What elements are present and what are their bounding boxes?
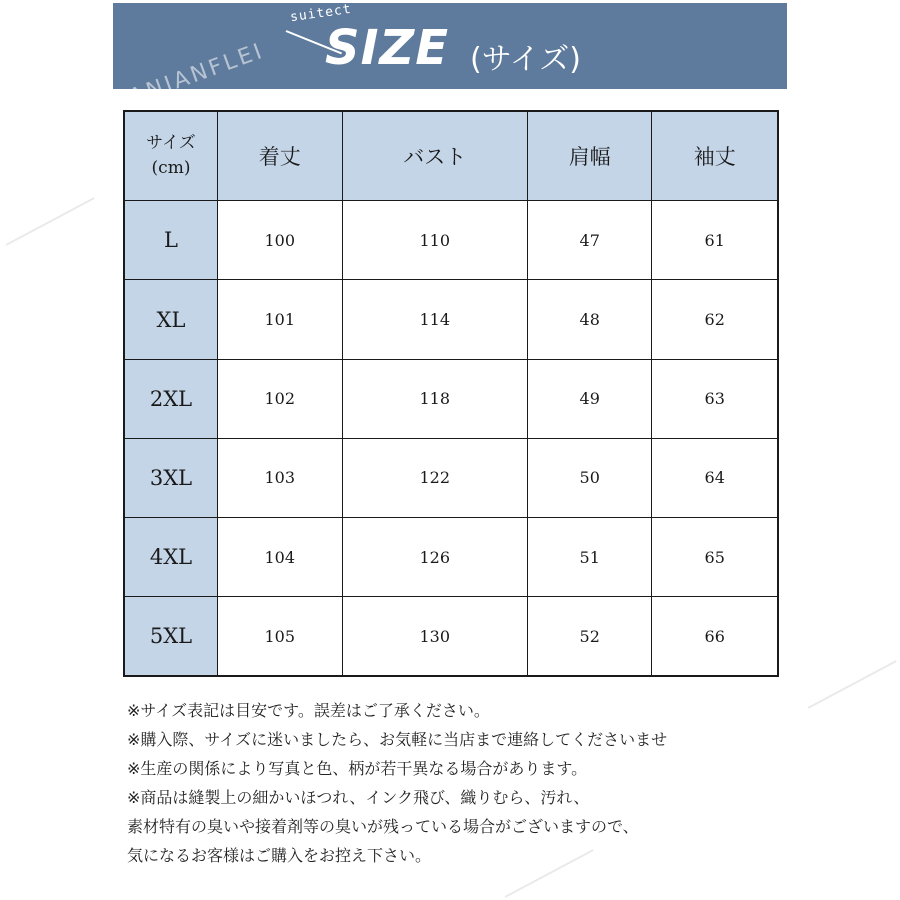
note-line: 気になるお客様はご購入をお控え下さい。 <box>127 846 432 865</box>
table-cell: 64 <box>652 438 778 517</box>
row-size-label: XL <box>124 280 218 359</box>
table-cell: 52 <box>527 597 652 676</box>
table-cell: 62 <box>652 280 778 359</box>
row-size-label: 2XL <box>124 359 218 438</box>
size-chart-table <box>123 110 779 677</box>
note-line: ※サイズ表記は目安です。誤差はご了承ください。 <box>127 701 490 720</box>
note-line: ※購入際、サイズに迷いましたら、お気軽に当店まで連絡してくださいませ <box>127 730 668 749</box>
column-header: 肩幅 <box>527 111 652 201</box>
watermark: ANIANFLEI <box>126 38 268 111</box>
table-cell: 114 <box>342 280 527 359</box>
table-cell: 102 <box>218 359 343 438</box>
table-row <box>124 280 778 359</box>
table-cell: 51 <box>527 518 652 597</box>
row-size-label: L <box>124 201 218 280</box>
table-corner-cell <box>124 111 218 201</box>
size-title: SIZE <box>325 20 450 76</box>
table-cell: 50 <box>527 438 652 517</box>
size-subtitle: (サイズ) <box>470 42 582 77</box>
table-cell: 100 <box>218 201 343 280</box>
note-line: 素材特有の臭いや接着剤等の臭いが残っている場合がございますので、 <box>127 817 639 836</box>
table-row <box>124 597 778 676</box>
table-cell: 104 <box>218 518 343 597</box>
table-cell: 105 <box>218 597 343 676</box>
column-header: 袖丈 <box>652 111 778 201</box>
corner-unit: (cm) <box>151 158 191 179</box>
table-cell: 122 <box>342 438 527 517</box>
corner-label: サイズ <box>146 132 196 153</box>
column-header: 着丈 <box>218 111 343 201</box>
table-cell: 61 <box>652 201 778 280</box>
table-row <box>124 201 778 280</box>
row-size-label: 4XL <box>124 518 218 597</box>
column-header: バスト <box>342 111 527 201</box>
table-row <box>124 438 778 517</box>
table-row <box>124 359 778 438</box>
table-row <box>124 518 778 597</box>
table-cell: 118 <box>342 359 527 438</box>
row-size-label: 3XL <box>124 438 218 517</box>
table-cell: 66 <box>652 597 778 676</box>
note-line: ※生産の関係により写真と色、柄が若干異なる場合があります。 <box>127 759 588 778</box>
table-header-row <box>124 111 778 201</box>
table-cell: 47 <box>527 201 652 280</box>
table-cell: 101 <box>218 280 343 359</box>
table-cell: 130 <box>342 597 527 676</box>
table-cell: 65 <box>652 518 778 597</box>
table-cell: 48 <box>527 280 652 359</box>
table-cell: 126 <box>342 518 527 597</box>
brand-name: suitect <box>289 1 353 26</box>
row-size-label: 5XL <box>124 597 218 676</box>
table-cell: 103 <box>218 438 343 517</box>
table-cell: 110 <box>342 201 527 280</box>
table-cell: 63 <box>652 359 778 438</box>
notes-section <box>127 696 787 870</box>
decorative-line <box>808 660 897 709</box>
note-line: ※商品は縫製上の細かいほつれ、インク飛び、織りむら、汚れ、 <box>127 788 590 807</box>
decorative-line <box>6 197 95 246</box>
table-cell: 49 <box>527 359 652 438</box>
